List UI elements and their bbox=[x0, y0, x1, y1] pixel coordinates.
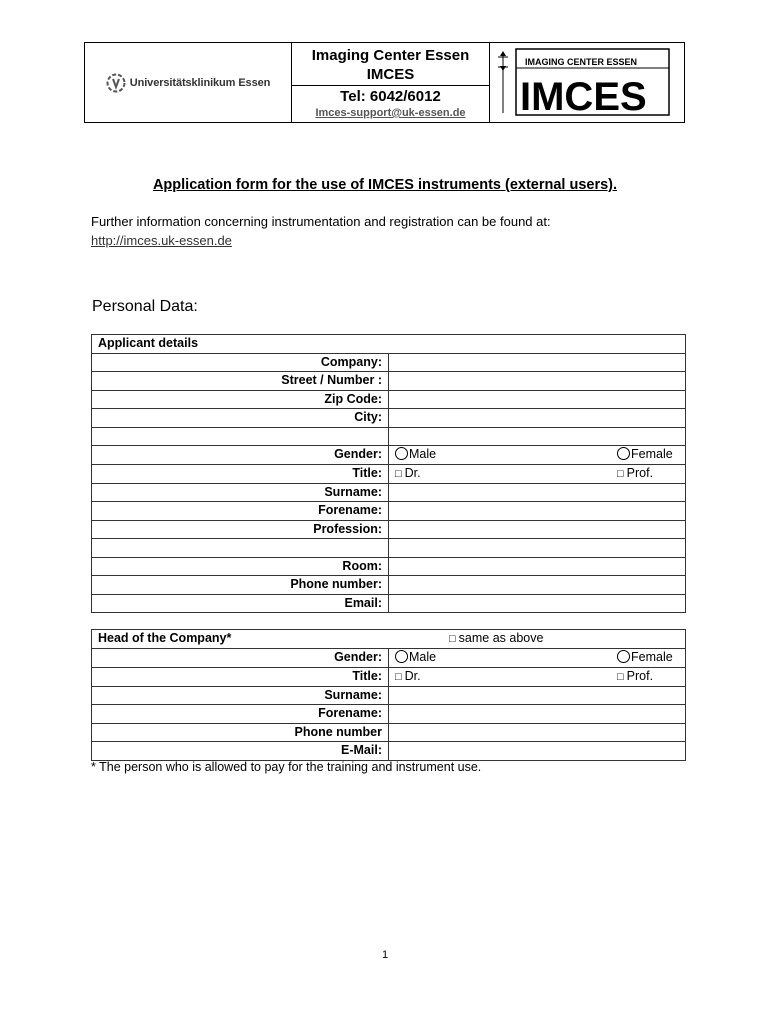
head-title-dr-option[interactable] bbox=[395, 668, 617, 686]
surname-label: Surname: bbox=[92, 483, 389, 502]
head-email-field[interactable] bbox=[389, 742, 686, 761]
head-gender-label: Gender: bbox=[92, 649, 389, 668]
head-gender-male-option[interactable] bbox=[395, 649, 617, 666]
center-acronym: IMCES bbox=[366, 66, 415, 83]
head-forename-field[interactable] bbox=[389, 705, 686, 724]
zip-field[interactable] bbox=[389, 390, 686, 409]
spacer-cell bbox=[92, 539, 389, 558]
phone-field[interactable] bbox=[389, 576, 686, 595]
phone-label: Phone number: bbox=[92, 576, 389, 595]
head-gender-female-option[interactable] bbox=[617, 650, 673, 664]
university-emblem-icon bbox=[106, 73, 126, 93]
head-surname-label: Surname: bbox=[92, 686, 389, 705]
info-link[interactable]: http://imces.uk-essen.de bbox=[91, 233, 232, 248]
center-email-link[interactable]: Imces-support@uk-essen.de bbox=[315, 107, 466, 119]
head-phone-field[interactable] bbox=[389, 723, 686, 742]
radio-icon[interactable] bbox=[617, 650, 630, 663]
profession-field[interactable] bbox=[389, 520, 686, 539]
imces-logo bbox=[489, 43, 685, 122]
head-email-label: E-Mail: bbox=[92, 742, 389, 761]
forename-field[interactable] bbox=[389, 502, 686, 521]
title-dr-label: Dr. bbox=[404, 465, 421, 480]
checkbox-icon[interactable]: □ bbox=[449, 633, 456, 645]
spacer-cell bbox=[92, 427, 389, 446]
forename-label: Forename: bbox=[92, 502, 389, 521]
head-title-label: Title: bbox=[92, 667, 389, 686]
street-label: Street / Number : bbox=[92, 372, 389, 391]
head-heading: Head of the Company* bbox=[98, 631, 232, 645]
info-paragraph bbox=[91, 212, 551, 250]
head-title-prof-label: Prof. bbox=[626, 668, 654, 683]
section-title: Personal Data: bbox=[92, 298, 198, 315]
profession-label: Profession: bbox=[92, 520, 389, 539]
email-field[interactable] bbox=[389, 594, 686, 613]
form-title: Application form for the use of IMCES instruments (external users). bbox=[152, 177, 618, 193]
gender-female-label: Female bbox=[631, 447, 673, 462]
radio-icon[interactable] bbox=[617, 447, 630, 460]
email-label: Email: bbox=[92, 594, 389, 613]
logo-small-text: IMAGING CENTER ESSEN bbox=[525, 57, 638, 67]
page-number: 1 bbox=[381, 949, 389, 961]
city-label: City: bbox=[92, 409, 389, 428]
head-gender-male-label: Male bbox=[409, 650, 437, 665]
applicant-table bbox=[91, 334, 686, 613]
company-label: Company: bbox=[92, 353, 389, 372]
university-name: Universitätsklinikum Essen bbox=[129, 76, 271, 89]
zip-label: Zip Code: bbox=[92, 390, 389, 409]
gender-male-option[interactable] bbox=[395, 446, 617, 463]
checkbox-icon[interactable]: □ bbox=[617, 467, 624, 480]
center-phone: Tel: 6042/6012 bbox=[340, 88, 441, 105]
gender-male-label: Male bbox=[409, 447, 437, 462]
university-logo bbox=[106, 73, 270, 93]
head-surname-field[interactable] bbox=[389, 686, 686, 705]
company-field[interactable] bbox=[389, 353, 686, 372]
same-as-above-label: same as above bbox=[458, 631, 544, 645]
head-title-prof-option[interactable] bbox=[617, 669, 653, 683]
checkbox-icon[interactable]: □ bbox=[617, 670, 624, 683]
head-heading-row bbox=[92, 630, 686, 649]
gender-label: Gender: bbox=[92, 446, 389, 465]
center-title bbox=[292, 43, 489, 86]
head-title-dr-label: Dr. bbox=[404, 668, 421, 683]
title-dr-option[interactable] bbox=[395, 465, 617, 483]
applicant-heading: Applicant details bbox=[92, 335, 686, 354]
checkbox-icon[interactable]: □ bbox=[395, 670, 402, 683]
head-phone-label: Phone number bbox=[92, 723, 389, 742]
spacer-cell bbox=[389, 539, 686, 558]
title-prof-option[interactable] bbox=[617, 466, 653, 480]
title-prof-label: Prof. bbox=[626, 465, 654, 480]
title-label: Title: bbox=[92, 464, 389, 483]
checkbox-icon[interactable]: □ bbox=[395, 467, 402, 480]
university-logo-area bbox=[85, 43, 291, 122]
document-header bbox=[84, 42, 685, 123]
city-field[interactable] bbox=[389, 409, 686, 428]
center-name: Imaging Center Essen bbox=[311, 47, 470, 64]
footnote: * The person who is allowed to pay for the training and instrument use. bbox=[91, 760, 482, 774]
room-field[interactable] bbox=[389, 557, 686, 576]
gender-female-option[interactable] bbox=[617, 447, 673, 461]
head-of-company-table bbox=[91, 629, 686, 761]
same-as-above-option[interactable] bbox=[449, 631, 543, 645]
head-forename-label: Forename: bbox=[92, 705, 389, 724]
spacer-cell bbox=[389, 427, 686, 446]
surname-field[interactable] bbox=[389, 483, 686, 502]
radio-icon[interactable] bbox=[395, 650, 408, 663]
logo-big-text: IMCES bbox=[520, 75, 647, 119]
info-text: Further information concerning instrumentation and registration can be found at: bbox=[91, 214, 551, 229]
head-gender-female-label: Female bbox=[631, 650, 673, 665]
imces-logo-graphic bbox=[489, 43, 685, 122]
street-field[interactable] bbox=[389, 372, 686, 391]
center-contact-box bbox=[291, 43, 490, 122]
room-label: Room: bbox=[92, 557, 389, 576]
radio-icon[interactable] bbox=[395, 447, 408, 460]
